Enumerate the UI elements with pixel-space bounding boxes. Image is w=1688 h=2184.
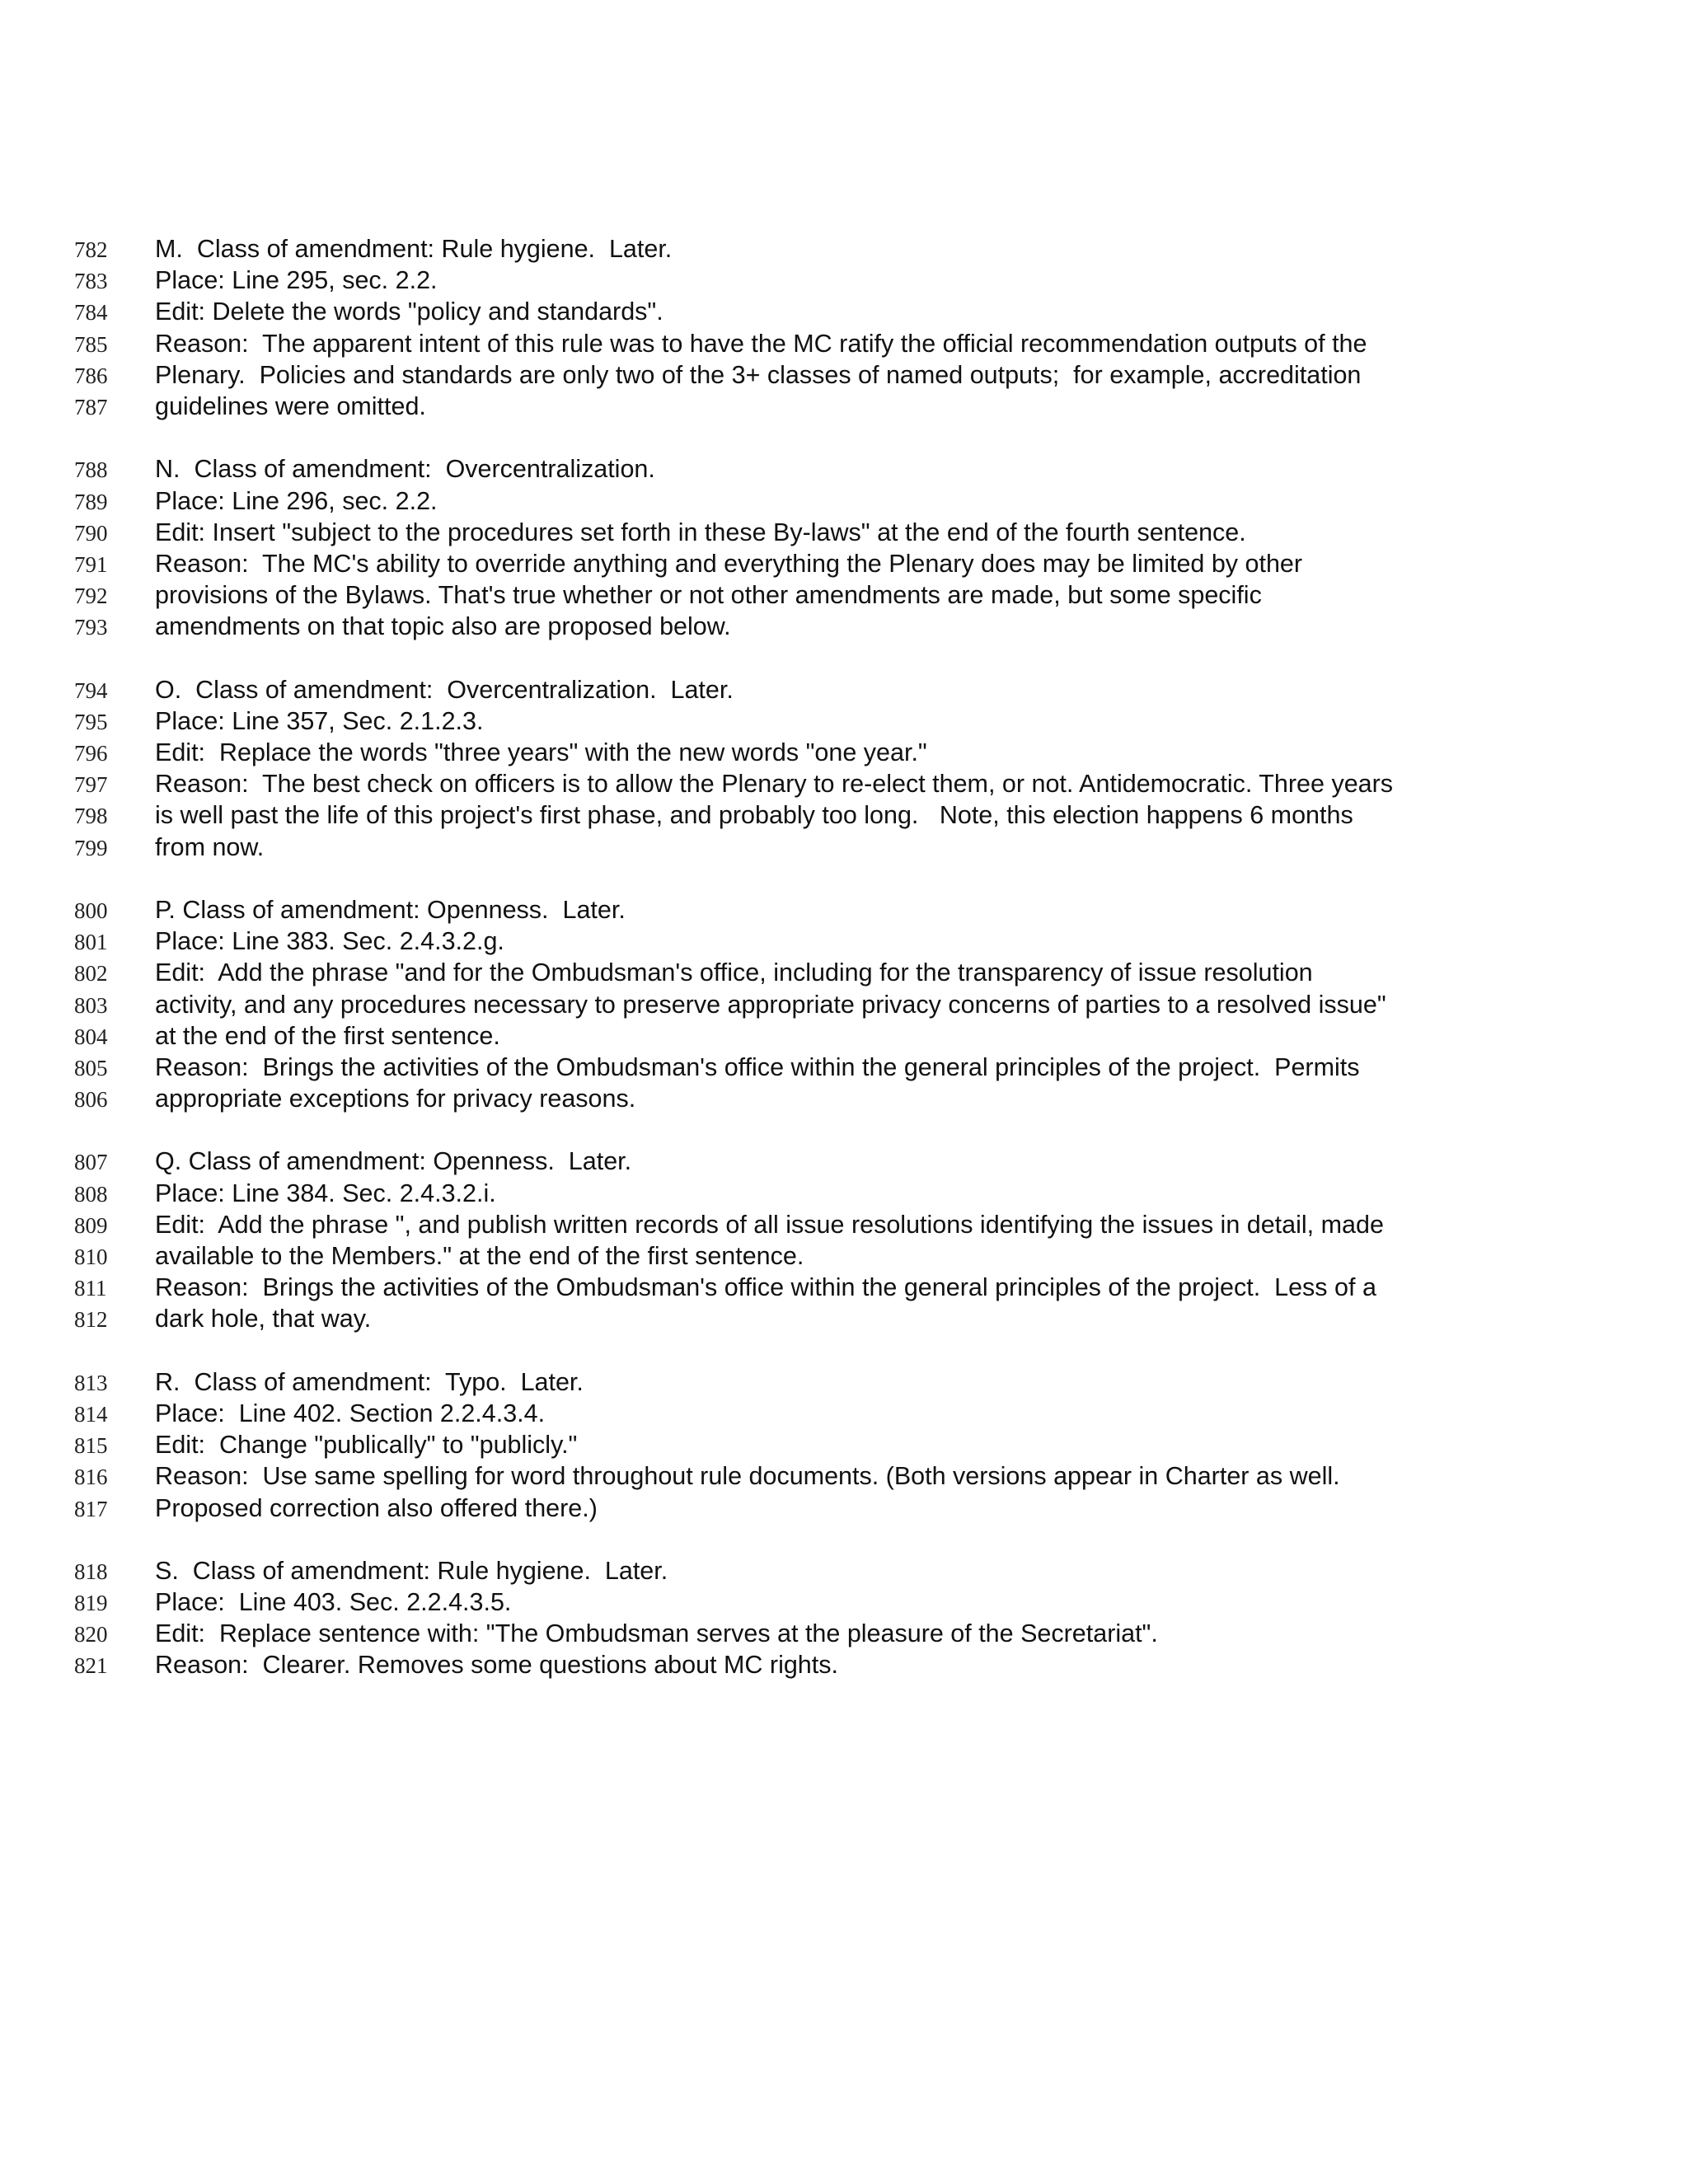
line-number: 783 [74, 269, 108, 294]
line-number: 787 [74, 394, 108, 419]
document-line [74, 1586, 1640, 1618]
line-number: 809 [74, 1212, 108, 1238]
line-text: M. Class of amendment: Rule hygiene. Later. [155, 235, 673, 263]
document-line [74, 705, 1640, 737]
line-text: Proposed correction also offered there.) [155, 1493, 598, 1522]
document-line [74, 296, 1640, 327]
line-number: 811 [74, 1276, 107, 1301]
line-number: 794 [74, 677, 108, 703]
line-text: provisions of the Bylaws. That's true whether or not other amendments are made, but some specific [155, 581, 1262, 610]
document-line [74, 1083, 1640, 1114]
line-text: S. Class of amendment: Rule hygiene. Later. [155, 1556, 668, 1585]
document-line [74, 1366, 1640, 1398]
line-number: 803 [74, 992, 108, 1018]
document-line [74, 485, 1640, 517]
document-line [74, 1429, 1640, 1460]
amendment-n [74, 453, 1640, 642]
line-text: at the end of the first sentence. [155, 1021, 500, 1050]
line-text: guidelines were omitted. [155, 391, 426, 420]
line-text: R. Class of amendment: Typo. Later. [155, 1367, 584, 1396]
line-text: Place: Line 296, sec. 2.2. [155, 486, 438, 515]
line-text: Reason: Clearer. Removes some questions about MC rights. [155, 1651, 838, 1680]
line-text: Reason: Brings the activities of the Ombudsman's office within the general principles of the project. Permits [155, 1052, 1360, 1081]
document-line [74, 1052, 1640, 1083]
line-number: 788 [74, 457, 108, 483]
document-line [74, 453, 1640, 485]
document-line [74, 1303, 1640, 1334]
line-text: Edit: Replace sentence with: "The Ombudsman serves at the pleasure of the Secretariat". [155, 1619, 1158, 1648]
line-text: from now. [155, 832, 265, 861]
line-text: Place: Line 383. Sec. 2.4.3.2.g. [155, 927, 504, 956]
amendments-list [74, 233, 1640, 1713]
document-line [74, 894, 1640, 926]
line-number: 793 [74, 615, 108, 640]
line-text: is well past the life of this project's first phase, and probably too long. Note, this election happens 6 months [155, 801, 1353, 830]
line-number: 786 [74, 363, 108, 388]
document-line [74, 768, 1640, 799]
line-number: 812 [74, 1307, 108, 1333]
line-text: Place: Line 403. Sec. 2.2.4.3.5. [155, 1588, 512, 1617]
document-line [74, 1272, 1640, 1303]
line-text: Q. Class of amendment: Openness. Later. [155, 1147, 632, 1176]
line-text: appropriate exceptions for privacy reasons. [155, 1085, 636, 1113]
document-line [74, 1240, 1640, 1272]
line-number: 792 [74, 583, 108, 609]
document-line [74, 1178, 1640, 1209]
amendment-p [74, 894, 1640, 1114]
line-text: dark hole, that way. [155, 1305, 372, 1333]
line-number: 797 [74, 772, 108, 798]
document-line [74, 517, 1640, 548]
line-text: N. Class of amendment: Overcentralization. [155, 455, 655, 484]
line-text: activity, and any procedures necessary to preserve appropriate privacy concerns of parties to a resolved issue" [155, 990, 1386, 1019]
line-number: 813 [74, 1370, 108, 1395]
document-line [74, 233, 1640, 265]
document-line [74, 548, 1640, 579]
document-line [74, 832, 1640, 863]
amendment-q [74, 1146, 1640, 1334]
line-number: 810 [74, 1244, 108, 1269]
line-text: Place: Line 384. Sec. 2.4.3.2.i. [155, 1179, 496, 1207]
document-line [74, 1460, 1640, 1492]
line-number: 789 [74, 489, 108, 514]
document-line [74, 1649, 1640, 1680]
document-line [74, 926, 1640, 957]
line-number: 782 [74, 237, 108, 262]
line-text: Reason: The apparent intent of this rule was to have the MC ratify the official recommendation outputs of the [155, 329, 1367, 358]
line-number: 808 [74, 1181, 108, 1207]
line-number: 815 [74, 1433, 108, 1459]
line-number: 791 [74, 551, 108, 577]
line-number: 807 [74, 1150, 108, 1175]
line-number: 820 [74, 1622, 108, 1647]
line-text: amendments on that topic also are proposed below. [155, 612, 731, 641]
document-line [74, 1555, 1640, 1586]
line-number: 796 [74, 741, 108, 766]
line-text: P. Class of amendment: Openness. Later. [155, 895, 626, 924]
document-line [74, 674, 1640, 705]
line-number: 790 [74, 520, 108, 546]
line-number: 800 [74, 898, 108, 923]
line-text: Plenary. Policies and standards are only two of the 3+ classes of named outputs; for example, accreditation [155, 360, 1362, 389]
line-number: 804 [74, 1024, 108, 1049]
line-number: 799 [74, 835, 108, 860]
line-number: 798 [74, 804, 108, 829]
document-line [74, 1209, 1640, 1240]
line-text: Edit: Add the phrase "and for the Ombudsman's office, including for the transparency of issue resolution [155, 958, 1313, 987]
line-text: Place: Line 402. Section 2.2.4.3.4. [155, 1399, 546, 1427]
line-number: 802 [74, 961, 108, 987]
line-number: 805 [74, 1055, 108, 1080]
line-text: Edit: Replace the words "three years" with the new words "one year." [155, 738, 927, 766]
document-line [74, 989, 1640, 1020]
line-text: Edit: Delete the words "policy and standards". [155, 298, 663, 326]
document-line [74, 957, 1640, 988]
line-text: O. Class of amendment: Overcentralization. Later. [155, 675, 734, 704]
document-line [74, 328, 1640, 359]
line-number: 785 [74, 331, 108, 357]
amendment-r [74, 1366, 1640, 1524]
document-line [74, 265, 1640, 296]
document-line [74, 579, 1640, 611]
line-text: Edit: Add the phrase ", and publish written records of all issue resolutions identifying the issues in detail, made [155, 1210, 1384, 1239]
line-text: Place: Line 295, sec. 2.2. [155, 266, 438, 295]
document-line [74, 1618, 1640, 1649]
line-text: available to the Members." at the end of the first sentence. [155, 1242, 804, 1270]
line-number: 821 [74, 1653, 108, 1679]
document-line [74, 359, 1640, 391]
line-number: 784 [74, 300, 108, 326]
amendment-o [74, 674, 1640, 863]
line-number: 806 [74, 1087, 108, 1113]
line-number: 818 [74, 1558, 108, 1584]
amendment-m [74, 233, 1640, 422]
document-line [74, 799, 1640, 831]
document-line [74, 1398, 1640, 1429]
line-text: Edit: Insert "subject to the procedures set forth in these By-laws" at the end of the fourth sentence. [155, 518, 1246, 546]
document-line [74, 1493, 1640, 1524]
line-number: 817 [74, 1496, 108, 1521]
document-line [74, 737, 1640, 768]
line-text: Reason: Use same spelling for word throughout rule documents. (Both versions appear in Charter as well. [155, 1462, 1340, 1491]
line-number: 816 [74, 1465, 108, 1490]
line-number: 819 [74, 1591, 108, 1616]
line-text: Reason: The MC's ability to override anything and everything the Plenary does may be limited by other [155, 549, 1303, 578]
line-text: Reason: The best check on officers is to allow the Plenary to re-elect them, or not. Antidemocratic. Three years [155, 770, 1394, 799]
line-text: Edit: Change "publically" to "publicly." [155, 1431, 578, 1460]
line-number: 814 [74, 1401, 108, 1427]
line-text: Place: Line 357, Sec. 2.1.2.3. [155, 706, 484, 735]
document-line [74, 391, 1640, 422]
document-line [74, 1146, 1640, 1177]
line-text: Reason: Brings the activities of the Ombudsman's office within the general principles of the project. Less of a [155, 1273, 1376, 1302]
line-number: 801 [74, 930, 108, 955]
document-line [74, 1020, 1640, 1052]
document-line [74, 611, 1640, 642]
amendment-s [74, 1555, 1640, 1681]
line-number: 795 [74, 709, 108, 734]
